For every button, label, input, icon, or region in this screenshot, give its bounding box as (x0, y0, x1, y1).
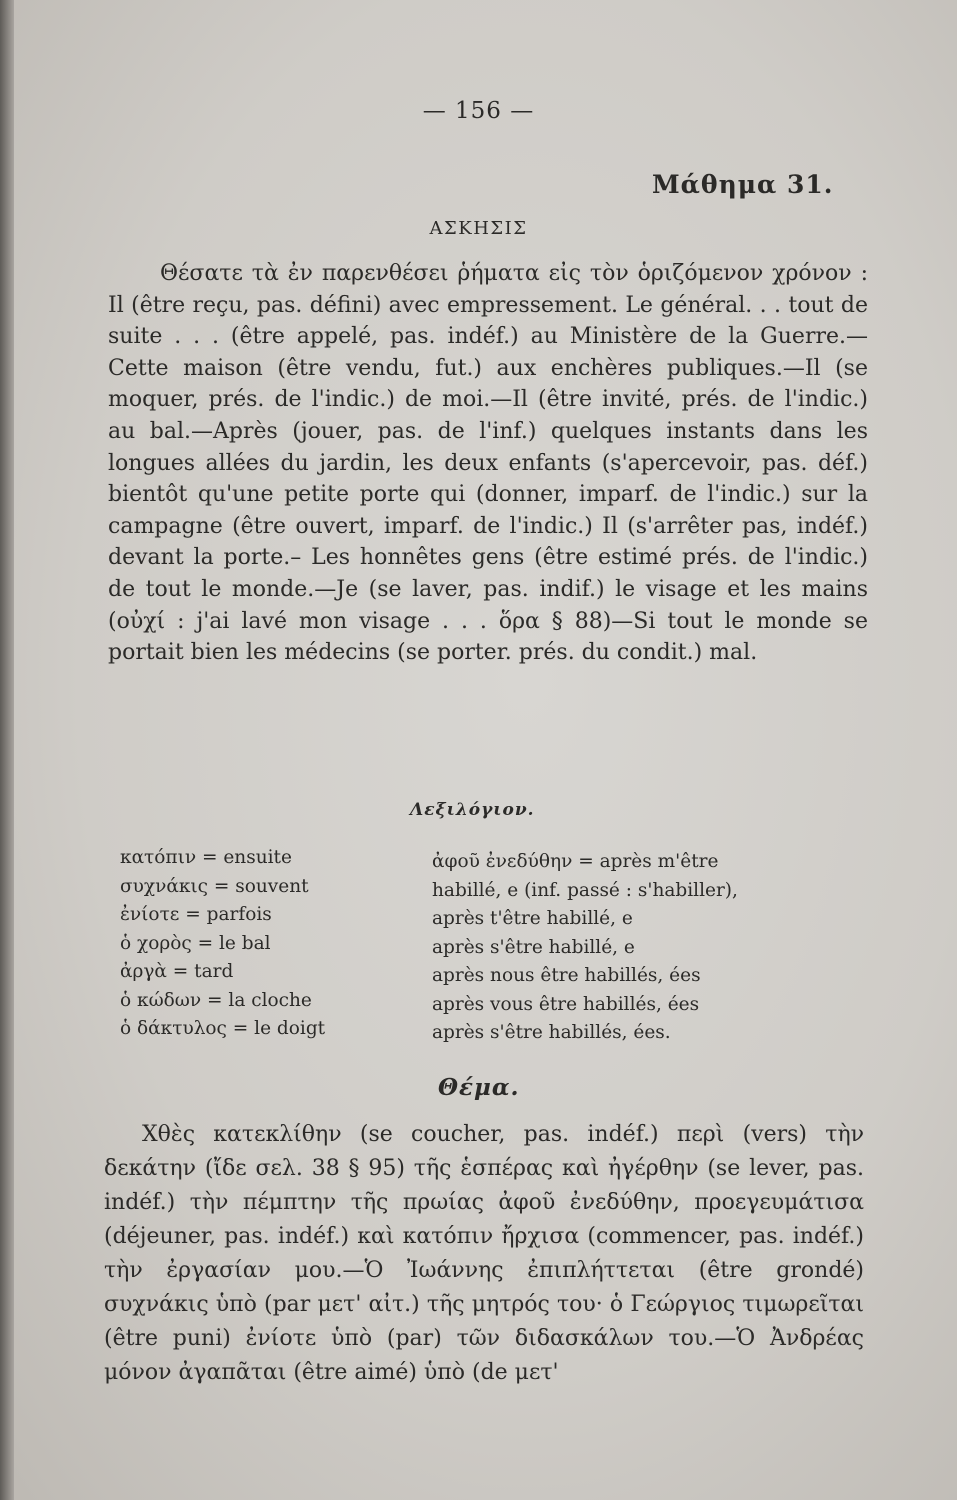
lesson-title: Μάθημα 31. (652, 170, 834, 199)
vocab-entry: ὁ δάκτυλος = le doigt (120, 1018, 326, 1039)
page-number: — 156 — (422, 98, 535, 124)
vocab-line: ἀφοῦ ἐνεδύθην = après m'être (432, 851, 719, 872)
vocab-line: habillé, e (inf. passé : s'habiller), (432, 879, 738, 901)
vocab-entry: συχνάκις = souvent (120, 875, 309, 897)
vocabulary-right-column (432, 848, 832, 1048)
vocab-line: après vous être habillés, ées (432, 993, 700, 1015)
section-title: ΑΣΚΗΣΙΣ (429, 218, 528, 239)
vocabulary-title: Λεξιλόγιον. (410, 800, 535, 820)
vocab-line: après s'être habillé, e (432, 936, 635, 958)
vocab-entry: ὁ κώδων = la cloche (120, 989, 312, 1011)
vocab-line: après nous être habillés, ées (432, 965, 701, 986)
exercise-instruction: Θέσατε τὰ ἐν παρενθέσει ῥήματα εἰς τὸν ὁριζόμενον χρόνον : (160, 261, 868, 286)
vocab-entry: ἀργὰ = tard (120, 961, 234, 982)
vocab-entry: κατόπιν = ensuite (120, 847, 292, 868)
exercise-text (108, 258, 868, 669)
theme-text: Χθὲς κατεκλίθην (se coucher, pas. indéf.) περὶ (vers) τὴν δεκάτην (ἴδε σελ. 38 § 95) τῆς ἑσπέρας καὶ ἠγέρθην (se lever, pas. indéf.) τὴν πέμπτην τῆς πρωίας ἀφοῦ ἐνεδύθην, προεγευμάτισα (déjeuner, pas. indéf.) καὶ κατόπιν ἤρχισα (commencer, pas. indéf.) τὴν ἐργασίαν μου.—Ὁ Ἰωάννης ἐπιπλήττεται (être grondé) συχνάκις ὑπὸ (par μετ' αἰτ.) τῆς μητρός του· ὁ Γεώργιος τιμωρεῖται (être puni) ἐνίοτε ὑπὸ (par) τῶν διδασκάλων του.—Ὁ Ἀνδρέας μόνον ἀγαπᾶται (être aimé) ὑπὸ (de μετ' (104, 1122, 864, 1385)
vocab-entry: ἐνίοτε = parfois (120, 904, 272, 925)
vocabulary-left-column (120, 844, 410, 1044)
vocab-line: après t'être habillé, e (432, 908, 633, 929)
vocab-entry: ὁ χορὸς = le bal (120, 932, 271, 954)
vocab-line: après s'être habillés, ées. (432, 1022, 671, 1043)
theme-title: Θέμα. (438, 1074, 520, 1101)
exercise-block (108, 258, 868, 669)
theme-block (104, 1118, 864, 1390)
exercise-sentences: Il (être reçu, pas. défini) avec empressement. Le général. . . tout de suite . . . (être appelé, pas. indéf.) au Ministère de la Guerre.—Cette maison (être vendu, fut.) aux enchères publiques.—Il (se moquer, prés. de l'indic.) de moi.—Il (être invité, prés. de l'indic.) au bal.—Après (jouer, pas. de l'inf.) quelques instants dans les longues allées du jardin, les deux enfants (s'apercevoir, pas. déf.) bientôt qu'une petite porte qui (donner, imparf. de l'indic.) sur la campagne (être ouvert, imparf. de l'indic.) Il (s'arrêter pas, indéf.) devant la porte.– Les honnêtes gens (être estimé prés. de l'indic.) de tout le monde.—Je (se laver, pas. indif.) le visage et les mains (οὐχί : j'ai lavé mon visage . . . ὅρα § 88)—Si tout le monde se portait bien les médecins (se porter. prés. du condit.) mal. (108, 292, 868, 666)
